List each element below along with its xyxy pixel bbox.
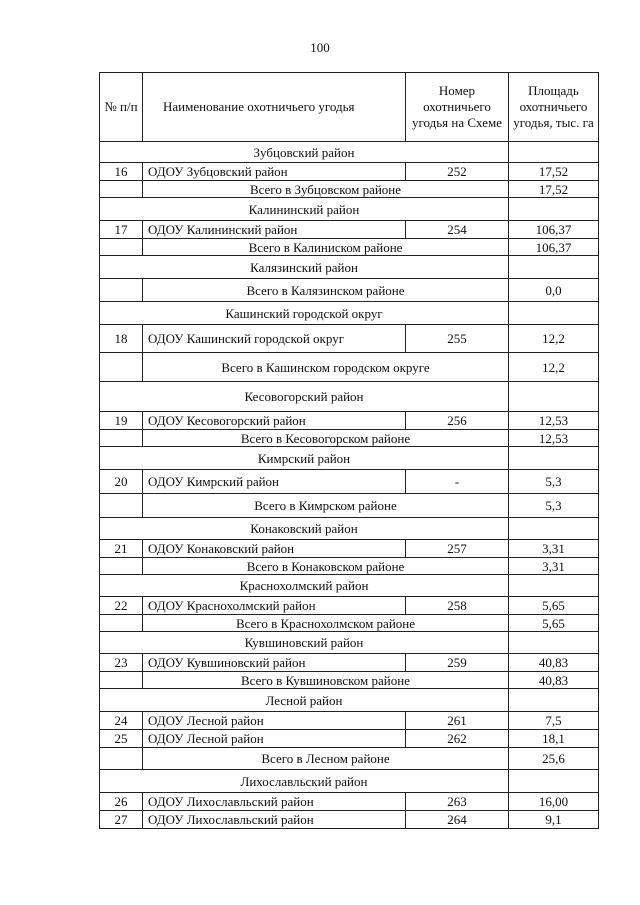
total-row	[100, 239, 599, 256]
row-area: 3,31	[509, 540, 599, 558]
section-row	[100, 689, 599, 712]
section-name: Зубцовский район	[100, 142, 509, 163]
row-code: 252	[406, 163, 509, 181]
page-number: 100	[310, 40, 330, 55]
row-code: 263	[406, 793, 509, 811]
header-area: Площадь охотничьего угодья, тыс. га	[509, 73, 599, 142]
table-row	[100, 412, 599, 430]
table-row	[100, 654, 599, 672]
row-num: 18	[100, 325, 143, 353]
row-num: 19	[100, 412, 143, 430]
row-code: 264	[406, 811, 509, 829]
section-row	[100, 256, 599, 279]
row-name: ОДОУ Калининский район	[143, 221, 406, 239]
row-code: 258	[406, 597, 509, 615]
row-code: 259	[406, 654, 509, 672]
row-num: 20	[100, 470, 143, 494]
row-name: ОДОУ Зубцовский район	[143, 163, 406, 181]
section-row	[100, 382, 599, 412]
empty-cell	[509, 302, 599, 325]
table-row	[100, 712, 599, 730]
empty-cell	[100, 430, 143, 447]
row-area: 12,2	[509, 325, 599, 353]
empty-cell	[100, 748, 143, 770]
total-area: 5,3	[509, 494, 599, 518]
section-name: Лихославльский район	[100, 770, 509, 793]
table-row	[100, 470, 599, 494]
row-area: 17,52	[509, 163, 599, 181]
section-row	[100, 302, 599, 325]
empty-cell	[100, 279, 143, 302]
total-row	[100, 181, 599, 198]
total-label: Всего в Краснохолмском районе	[143, 615, 509, 632]
total-area: 0,0	[509, 279, 599, 302]
row-area: 16,00	[509, 793, 599, 811]
row-num: 25	[100, 730, 143, 748]
table-row	[100, 325, 599, 353]
row-num: 27	[100, 811, 143, 829]
row-num: 26	[100, 793, 143, 811]
section-name: Кувшиновский район	[100, 632, 509, 654]
total-label: Всего в Кимрском районе	[143, 494, 509, 518]
table-header-row	[100, 73, 599, 142]
table-row	[100, 163, 599, 181]
section-row	[100, 198, 599, 221]
empty-cell	[100, 239, 143, 256]
empty-cell	[509, 689, 599, 712]
section-name: Калининский район	[100, 198, 509, 221]
section-row	[100, 447, 599, 470]
total-row	[100, 558, 599, 575]
table-row	[100, 540, 599, 558]
row-code: 261	[406, 712, 509, 730]
empty-cell	[509, 770, 599, 793]
section-name: Калязинский район	[100, 256, 509, 279]
total-row	[100, 279, 599, 302]
section-row	[100, 770, 599, 793]
row-area: 12,53	[509, 412, 599, 430]
row-area: 106,37	[509, 221, 599, 239]
section-row	[100, 518, 599, 540]
total-area: 3,31	[509, 558, 599, 575]
empty-cell	[100, 615, 143, 632]
section-name: Конаковский район	[100, 518, 509, 540]
total-area: 25,6	[509, 748, 599, 770]
section-row	[100, 142, 599, 163]
row-code: 257	[406, 540, 509, 558]
total-area: 106,37	[509, 239, 599, 256]
row-area: 9,1	[509, 811, 599, 829]
row-name: ОДОУ Краснохолмский район	[143, 597, 406, 615]
total-area: 17,52	[509, 181, 599, 198]
row-num: 22	[100, 597, 143, 615]
row-num: 21	[100, 540, 143, 558]
empty-cell	[100, 558, 143, 575]
empty-cell	[509, 256, 599, 279]
total-area: 12,2	[509, 353, 599, 382]
table-row	[100, 221, 599, 239]
section-name: Лесной район	[100, 689, 509, 712]
row-name: ОДОУ Кесовогорский район	[143, 412, 406, 430]
row-area: 5,65	[509, 597, 599, 615]
row-num: 17	[100, 221, 143, 239]
table-row	[100, 730, 599, 748]
total-row	[100, 615, 599, 632]
total-label: Всего в Калиниском районе	[143, 239, 509, 256]
row-num: 23	[100, 654, 143, 672]
total-label: Всего в Калязинском районе	[143, 279, 509, 302]
total-area: 40,83	[509, 672, 599, 689]
empty-cell	[509, 447, 599, 470]
row-code: 256	[406, 412, 509, 430]
empty-cell	[509, 518, 599, 540]
total-area: 12,53	[509, 430, 599, 447]
total-row	[100, 430, 599, 447]
empty-cell	[509, 632, 599, 654]
table-row	[100, 597, 599, 615]
empty-cell	[100, 353, 143, 382]
total-row	[100, 672, 599, 689]
row-name: ОДОУ Кашинский городской округ	[143, 325, 406, 353]
total-label: Всего в Конаковском районе	[143, 558, 509, 575]
section-row	[100, 632, 599, 654]
row-code: 255	[406, 325, 509, 353]
row-num: 16	[100, 163, 143, 181]
total-area: 5,65	[509, 615, 599, 632]
row-name: ОДОУ Конаковский район	[143, 540, 406, 558]
empty-cell	[509, 382, 599, 412]
row-name: ОДОУ Лихославльский район	[143, 811, 406, 829]
row-name: ОДОУ Кувшиновский район	[143, 654, 406, 672]
total-label: Всего в Зубцовском районе	[143, 181, 509, 198]
row-code: -	[406, 470, 509, 494]
section-name: Кашинский городской округ	[100, 302, 509, 325]
row-name: ОДОУ Лесной район	[143, 730, 406, 748]
total-row	[100, 353, 599, 382]
row-area: 18,1	[509, 730, 599, 748]
section-name: Краснохолмский район	[100, 575, 509, 597]
table-row	[100, 811, 599, 829]
row-area: 5,3	[509, 470, 599, 494]
total-label: Всего в Кувшиновском районе	[143, 672, 509, 689]
hunting-grounds-table	[99, 72, 599, 829]
section-name: Кесовогорский район	[100, 382, 509, 412]
empty-cell	[100, 494, 143, 518]
section-row	[100, 575, 599, 597]
row-name: ОДОУ Лесной район	[143, 712, 406, 730]
row-name: ОДОУ Лихославльский район	[143, 793, 406, 811]
total-label: Всего в Кашинском городском округе	[143, 353, 509, 382]
header-name: Наименование охотничьего угодья	[143, 73, 406, 142]
header-code: Номер охотничьего угодья на Схеме	[406, 73, 509, 142]
total-label: Всего в Лесном районе	[143, 748, 509, 770]
header-num: № п/п	[100, 73, 143, 142]
empty-cell	[509, 142, 599, 163]
empty-cell	[100, 181, 143, 198]
row-name: ОДОУ Кимрский район	[143, 470, 406, 494]
empty-cell	[509, 198, 599, 221]
row-area: 7,5	[509, 712, 599, 730]
table-row	[100, 793, 599, 811]
total-row	[100, 748, 599, 770]
row-code: 254	[406, 221, 509, 239]
total-row	[100, 494, 599, 518]
row-num: 24	[100, 712, 143, 730]
empty-cell	[509, 575, 599, 597]
total-label: Всего в Кесовогорском районе	[143, 430, 509, 447]
empty-cell	[100, 672, 143, 689]
section-name: Кимрский район	[100, 447, 509, 470]
row-code: 262	[406, 730, 509, 748]
row-area: 40,83	[509, 654, 599, 672]
